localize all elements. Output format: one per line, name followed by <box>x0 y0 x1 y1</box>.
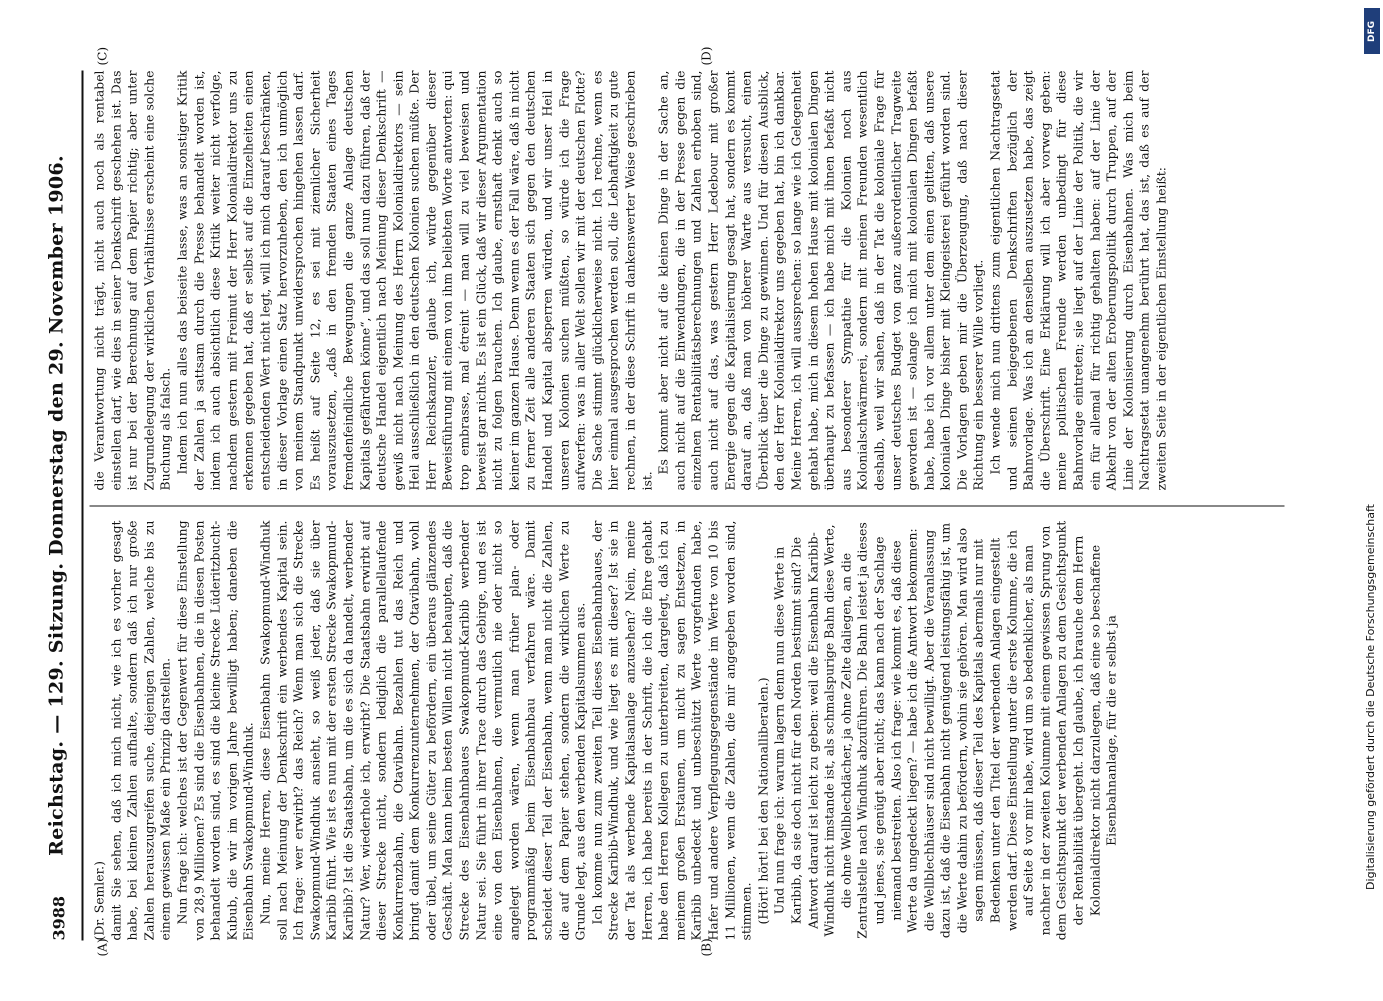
right-column <box>92 71 1282 491</box>
digitization-credit: Digitalisierung gefördert durch die Deutsche Forschungsgemeinschaft <box>1364 504 1377 890</box>
paragraph: damit Sie sehen, daß ich mich nicht, wie ich es vorher gesagt habe, bei kleinen Zahlen aufhalte, sondern daß ich nur große Zahlen herauszugreifen suche, diejenigen Zahlen, welche bis zu einem gewissen Maße ein Prinzip darstellen. <box>108 520 173 941</box>
dfg-logo-icon <box>1364 8 1380 54</box>
paragraph: Indem ich nun alles das beiseite lasse, was an sonstiger Kritik der Zahlen ja sattsam durch die Presse behandelt worden ist, indem ich auch absichtlich diese Kritik weiter nicht verfolge, nachdem gestern mit Freimut der Herr Kolonialdirektor uns zu erkennen gegeben hat, daß er selbst auf die Einzelheiten einen entscheidenden Wert nicht legt, will ich mich darauf beschränken, in dieser Vorlage einen Satz hervorzuheben, den ich unmöglich von meinem Standpunkt unwidersprochen hingehen lassen darf. Es heißt auf Seite 12, es sei mit ziemlicher Sicherheit vorauszusetzen, „daß in den fremden Staaten eines Tages fremdenfeindliche Bewegungen die ganze Anlage deutschen Kapitals gefährden könne“, und das soll nun dazu führen, daß der deutsche Handel eigentlich nach Meinung dieser Denkschrift — gewiß nicht nach Meinung des Herrn Kolonialdirektors — sein Heil ausschließlich in den deutschen Kolonien suchen müßte. Der Herr Reichskanzler, glaube ich, würde gegenüber dieser Beweisführung mit einem von ihm beliebten Worte antworten: qui trop embrasse, mal étreint — man will zu viel beweisen und beweist gar nichts. Es ist ein Glück, daß wir dieser Argumentation nicht zu folgen brauchen. Ich glaube, ernsthaft denkt auch so keiner im ganzen Hause. Denn wenn es der Fall wäre, daß in nicht zu ferner Zeit alle anderen Staaten sich gegen den deutschen Handel und Kapital absperren würden, und wir unser Heil in unseren Kolonien suchen müßten, so würde ich die Frage aufwerfen: was in aller Welt sollen wir mit der deutschen Flotte? Die Sache stimmt glücklicherweise nicht. Ich rechne, wenn es hier einmal ausgesprochen werden soll, die Lebhaftigkeit zu gute rechnen, in der diese Schrift in dankenswerter Weise geschrieben ist. <box>174 70 655 491</box>
page-header <box>42 71 82 941</box>
interjection: Und nun frage ich: warum lagern denn nun diese Werte in Karibib, da sie doch nicht für den Norden bestimmt sind? Die Antwort darauf ist leicht zu geben: weil die Eisenbahn Karibib-Windhuk nicht imstande ist, als schmalspurige Bahn diese Werte, die ohne Wellblechdächer, ja ohne Zelte daliegen, an die Zentralstelle nach Windhuk abzuführen. Die Bahn leistet ja dieses und jenes, sie genügt aber nicht; das kann nach der Sachlage niemand bestreiten. Also ich frage: wie kommt es, daß diese Werte da ungedeckt liegen? — habe ich die Antwort bekommen: die Wellblechhäuser sind nicht bewilligt. Aber die Veranlassung dazu ist, daß die Eisenbahn nicht genügend leistungsfähig ist, um die Werte dahin zu befördern, wohin sie gehören. Man wird also sagen müssen, daß dieser Teil des Kapitals abermals nur mit Bedenken unter den Titel der werbenden Anlagen eingestellt werden darf. Diese Einstellung unter die erste Kolumne, die ich auf Seite 8 vor mir habe, wird um so bedenklicher, als man nachher in der zweiten Kolumne mit einem gewissen Sprung von dem Gesichtspunkt der werbenden Anlagen zu dem Gesichtspunkt der Rentabilität übergeht. Ich glaube, ich brauche dem Herrn Kolonialdirektor nicht darzulegen, daß eine so beschaffene Eisenbahnanlage, für die er selbst ja <box>771 520 1119 941</box>
paragraph: die Verantwortung nicht trägt, nicht auch noch als rentabel einstellen darf, wie dies in seiner Denkschrift geschehen ist. Das ist nur bei der Berechnung auf dem Papier richtig; aber unter Zugrundelegung der wirklichen Verhältnisse erscheint eine solche Buchung als falsch. <box>91 70 173 491</box>
dfg-logo-text: DFG <box>1367 20 1377 42</box>
paragraph: (Hört! hört! bei den Nationalliberalen.) <box>755 677 771 925</box>
margin-marker-d: (D) <box>699 46 714 66</box>
speaker-label: (Dr. Semler.) <box>91 861 107 941</box>
page-number: 3988 <box>49 895 69 941</box>
header-rule <box>82 71 84 941</box>
left-column <box>92 521 1282 941</box>
column-divider <box>90 506 1285 507</box>
paragraph: Ich komme nun zum zweiten Teil dieses Eisenbahnbaues, der Strecke Karibib-Windhuk, und wie liegt es mit dieser? Ist sie in der Tat als werbende Kapitalsanlage anzusehen? Nein, meine Herren, ich habe bereits in der Schrift, die ich die Ehre gehabt habe den Herren Kollegen zu unterbreiten, dargelegt, daß ich zu meinem großen Erstaunen, um nicht zu sagen Entsetzen, in Karibib unbedeckt und unbeschützt Werte vorgefunden habe, Hafer und andere Verpflegungsgegenstände im Werte von 10 bis 11 Millionen, wenn die Zahlen, die mir angegeben worden sind, stimmen. <box>589 520 754 941</box>
rotated-page <box>0 1 1383 1001</box>
margin-marker-b: (B) <box>699 938 714 957</box>
margin-marker-c: (C) <box>95 46 110 66</box>
paragraph: Es kommt aber nicht auf die kleinen Dinge in der Sache an, auch nicht auf die Einwendungen, die in der Presse gegen die einzelnen Rentabilitätsberechnungen und Zahlen erhoben sind, auch nicht auf das, was gestern Herr Ledebour mit großer Energie gegen die Kapitalisierung gesagt hat, sondern es kommt darauf an, daß man von höherer Warte aus versucht, einen Überblick über die Dinge zu gewinnen. Und für diesen Ausblick, den der Herr Kolonialdirektor uns gegeben hat, bin ich dankbar. Meine Herren, ich will aussprechen: so lange wie ich Gelegenheit gehabt habe, mich in diesem hohen Hause mit kolonialen Dingen überhaupt zu befassen — ich habe mich mit ihnen befaßt nicht aus besonderer Sympathie für die Kolonien noch aus Kolonialschwärmerei, sondern mit meinen Freunden wesentlich deshalb, weil wir sahen, daß in der Tat die koloniale Frage für unser deutsches Budget von ganz außerordentlicher Tragweite geworden ist — solange ich mich mit kolonialen Dingen befaßt habe, habe ich vor allem unter dem einen gelitten, daß unsere kolonialen Dinge bisher mit Kleingeisterei geführt worden sind. Die Vorlagen geben mir die Überzeugung, daß nach dieser Richtung ein besserer Wille vorliegt. <box>655 70 986 491</box>
paragraph: Nun, meine Herren, diese Eisenbahn Swakopmund-Windhuk soll nach Meinung der Denkschrift ein werbendes Kapital sein. Ich frage: wer erwirbt? das Reich? Wenn man sich die Strecke Swakopmund-Windhuk ansieht, so weiß jeder, daß sie über Karibib führt. Wie ist es nun mit der ersten Strecke Swakopmund-Karibib? Ist die Staatsbahn, um die es sich da handelt, werbender Natur? Wer, wiederhole ich, erwirbt? Die Staatsbahn erwirbt auf dieser Strecke nicht, sondern lediglich die parallellaufende Konkurrenzbahn, die Otavibahn. Bezahlen tut das Reich und bringt damit dem Konkurrenzunternehmen, der Otavibahn, wohl oder übel, um seine Güter zu befördern, ein überaus glänzendes Geschäft. Man kann beim besten Willen nicht behaupten, daß die Strecke des Eisenbahnbaues Swakopmund-Karibib werbender Natur sei. Sie führt in ihrer Trace durch das Gebirge, und es ist eine von den Eisenbahnen, die vermutlich nie oder nicht so angelegt worden wären, wenn man früher plan- oder programmäßig beim Eisenbahnbau verfahren wäre. Damit scheidet dieser Teil der Eisenbahn, wenn man nicht die Zahlen, die auf dem Papier stehen, sondern die wirklichen Werte zu Grunde legt, aus den werbenden Kapitalsummen aus. <box>257 520 588 941</box>
running-title: Reichstag. — 129. Sitzung. Donnerstag den 29. November 1906. <box>45 155 68 856</box>
margin-marker-a: (A) <box>95 938 110 957</box>
paragraph: Nun frage ich: welches ist der Gegenwert für diese Einstellung von 28,9 Millionen? Es sind die Eisenbahnen, die in diesen Posten behandelt worden sind, es sind die kleine Strecke Lüderitzbucht-Kubub, die wir im vorigen Jahre bewilligt haben; daneben die Eisenbahn Swakopmund-Windhuk. <box>174 520 256 941</box>
paragraph: Ich wende mich nun drittens zum eigentlichen Nachtragsetat und seinen beigegebenen Denkschriften bezüglich der Bahnvorlage. Was ich an denselben auszusetzen habe, das zeigt die Überschrift. Eine Erklärung will ich aber vorweg geben: meine politischen Freunde werden unbedingt für diese Bahnvorlage eintreten; sie liegt auf der Linie der Politik, die wir ein für allemal für richtig gehalten haben: auf der Linie der Abkehr von der alten Eroberungspolitik durch Truppen, auf der Linie der Kolonisierung durch Eisenbahnen. Was mich beim Nachtragsetat unangenehm berührt hat, das ist, daß es auf der zweiten Seite in der eigentlichen Einstellung heißt: <box>987 70 1169 491</box>
